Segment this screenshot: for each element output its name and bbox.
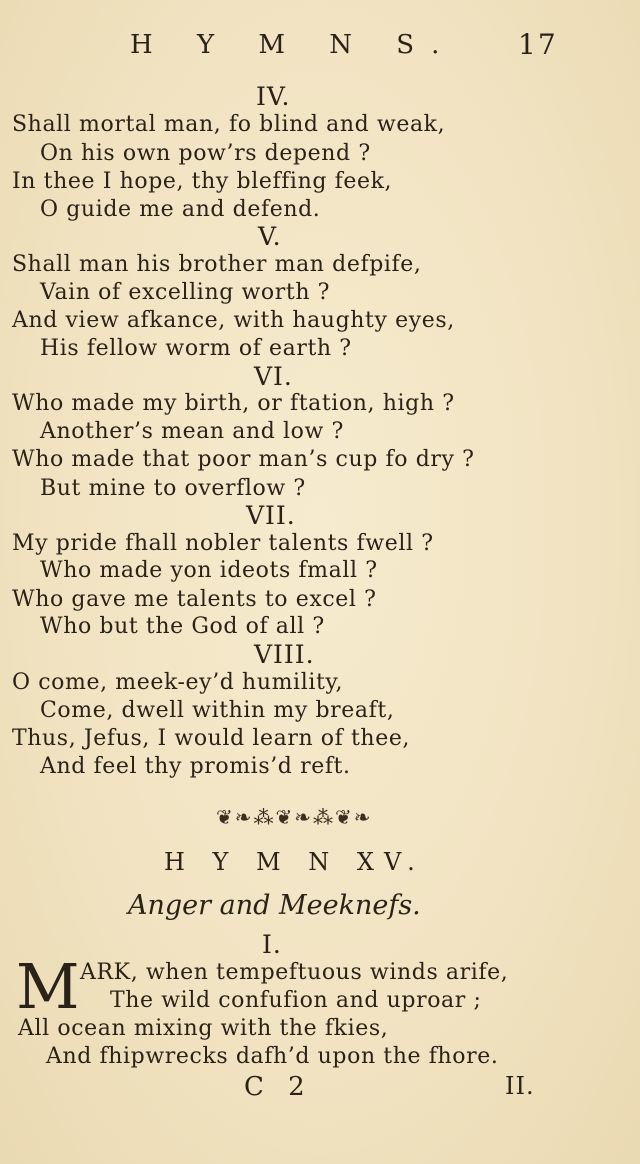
signature-mark: C 2: [244, 1072, 313, 1102]
verse-line: All ocean mixing with the fkies,: [18, 1016, 389, 1041]
printers-ornament: ❦❧⁂❦❧⁂❦❧: [216, 805, 373, 829]
verse-line: Who but the God of all ?: [40, 614, 325, 639]
verse-line: Who made my birth, or ftation, high ?: [12, 391, 455, 416]
verse-line: My pride fhall nobler talents fwell ?: [12, 531, 434, 556]
verse-line: O come, meek-ey’d humility,: [12, 670, 344, 695]
verse-line: O guide me and defend.: [40, 197, 321, 222]
verse-line: But mine to overflow ?: [40, 476, 306, 501]
verse-line: The wild confufion and uproar ;: [110, 988, 482, 1013]
verse-line: Who made that poor man’s cup fo dry ?: [12, 447, 475, 472]
stanza-numeral: IV.: [256, 82, 291, 111]
hymn-title: H Y M N XV.: [164, 848, 425, 876]
verse-line: Shall mortal man, fo blind and weak,: [12, 112, 446, 137]
verse-line: Come, dwell within my breaft,: [40, 698, 395, 723]
verse-line: Thus, Jefus, I would learn of thee,: [12, 726, 411, 751]
verse-line: Who gave me talents to excel ?: [12, 587, 377, 612]
verse-line: On his own pow’rs depend ?: [40, 141, 371, 166]
hymn-subtitle: Anger and Meeknefs.: [128, 890, 421, 921]
verse-line: Shall man his brother man defpife,: [12, 252, 422, 277]
running-title: H Y M N S.: [130, 30, 458, 60]
page-number: 17: [518, 28, 558, 61]
stanza-numeral: VIII.: [254, 640, 315, 669]
verse-line: Another’s mean and low ?: [40, 419, 344, 444]
stanza-numeral: V.: [258, 222, 282, 251]
stanza-numeral: VI.: [254, 362, 293, 391]
verse-line: His fellow worm of earth ?: [40, 336, 352, 361]
stanza-numeral: VII.: [246, 501, 296, 530]
verse-line: And view afkance, with haughty eyes,: [12, 308, 455, 333]
stanza-numeral: I.: [262, 930, 282, 959]
verse-line: And fhipwrecks dafh’d upon the fhore.: [46, 1044, 499, 1069]
verse-line: Who made yon ideots fmall ?: [40, 558, 378, 583]
drop-cap: M: [16, 950, 80, 1023]
verse-line: Vain of excelling worth ?: [40, 280, 331, 305]
catchword: II.: [505, 1072, 535, 1100]
verse-line: ARK, when tempeftuous winds arife,: [80, 960, 509, 985]
verse-line: And feel thy promis’d reft.: [40, 754, 351, 779]
verse-line: In thee I hope, thy bleffing feek,: [12, 169, 393, 194]
